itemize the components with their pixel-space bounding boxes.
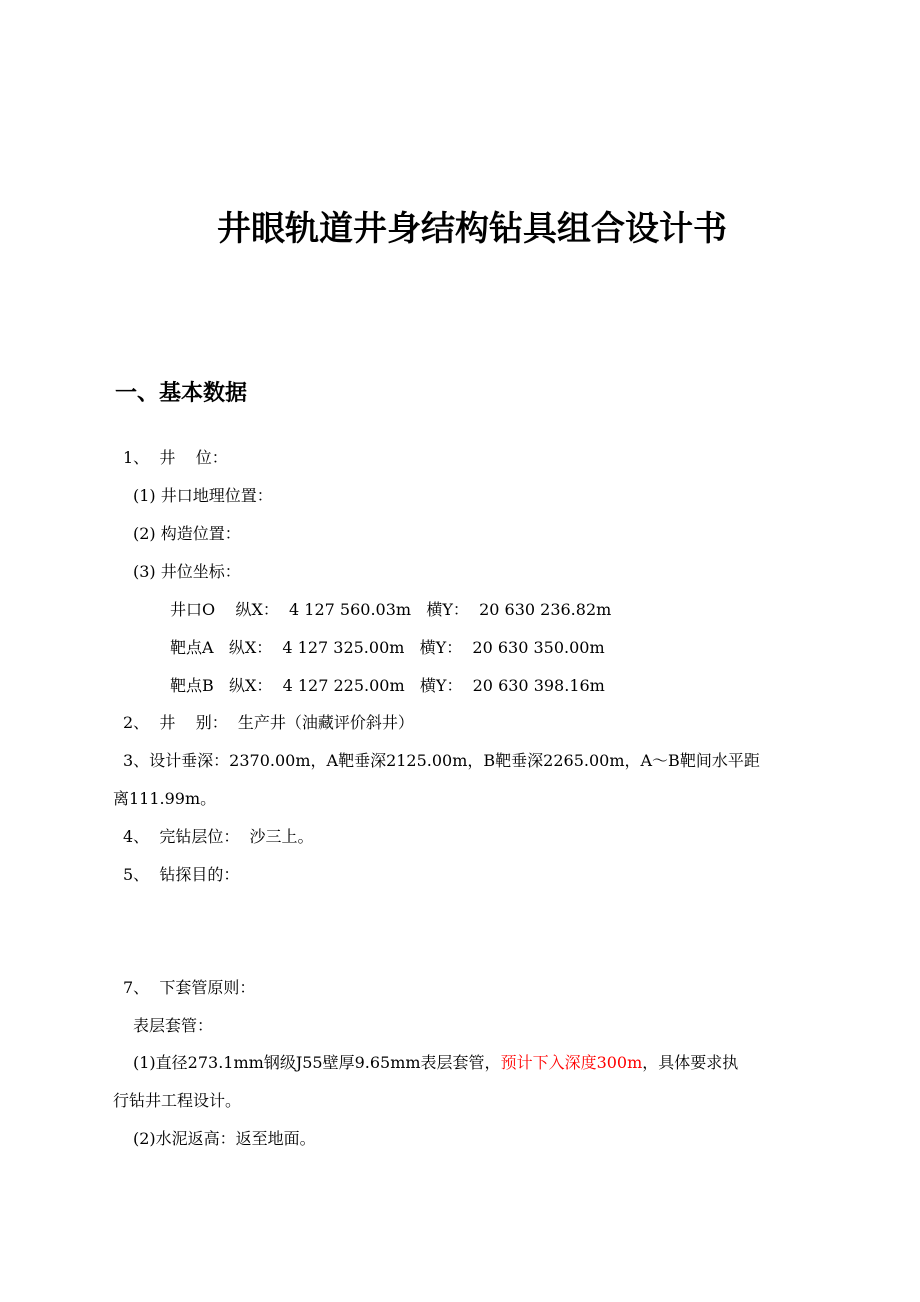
coord-target-a: 靶点A 纵X： 4 127 325.00m 横Y： 20 630 350.00m xyxy=(170,638,605,657)
item-completion-layer: 4、 完钻层位： 沙三上。 xyxy=(123,827,314,846)
item-casing-spec-line1 xyxy=(133,1051,738,1075)
item-well-type: 2、 井 别： 生产井（油藏评价斜井） xyxy=(123,713,414,732)
coord-wellhead: 井口O 纵X： 4 127 560.03m 横Y： 20 630 236.82m xyxy=(170,600,612,619)
item-surface-casing: 表层套管： xyxy=(133,1016,214,1035)
item-design-depth-line1: 3、设计垂深：2370.00m，A靶垂深2125.00m，B靶垂深2265.00m，A～B靶间水平距 xyxy=(123,751,760,770)
section-heading-basic-data: 一、基本数据 xyxy=(115,381,248,406)
item-casing-spec-line2: 行钻井工程设计。 xyxy=(113,1091,242,1110)
item-coordinates-label: (3) 井位坐标： xyxy=(133,562,241,581)
coord-target-b: 靶点B 纵X： 4 127 225.00m 横Y： 20 630 398.16m xyxy=(170,676,605,695)
casing-spec-text-2: ，具体要求执 xyxy=(642,1053,739,1072)
document-title: 井眼轨道井身结构钻具组合设计书 xyxy=(217,209,727,249)
item-cement-return: (2)水泥返高：返至地面。 xyxy=(133,1129,316,1148)
item-structure-position: (2) 构造位置： xyxy=(133,524,241,543)
item-geo-position: (1) 井口地理位置： xyxy=(133,486,273,505)
casing-spec-text-1: (1)直径273.1mm钢级J55壁厚9.65mm表层套管， xyxy=(133,1053,501,1072)
item-well-location: 1、 井 位： xyxy=(123,448,228,467)
casing-depth-highlight: 预计下入深度300m xyxy=(500,1053,643,1072)
item-design-depth-line2: 离111.99m。 xyxy=(113,789,217,808)
item-drilling-purpose: 5、 钻探目的： xyxy=(123,865,240,884)
item-casing-principle: 7、 下套管原则： xyxy=(123,978,256,997)
